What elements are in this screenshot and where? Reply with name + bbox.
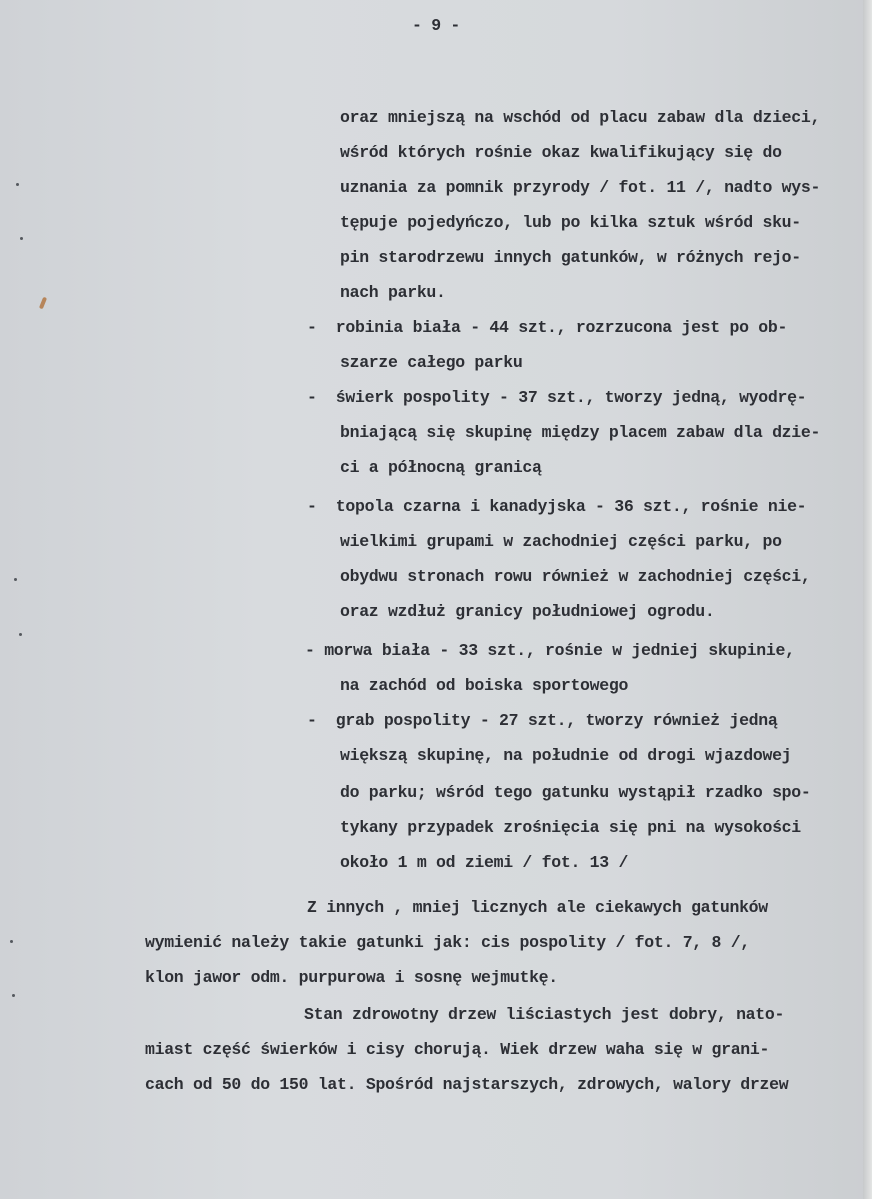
text-line: uznania za pomnik przyrody / fot. 11 /, nadto wys- [340, 178, 821, 197]
page-number: - 9 - [412, 16, 461, 35]
text-line: obydwu stronach rowu również w zachodniej części, [340, 567, 811, 586]
margin-dot [12, 994, 15, 997]
text-line: klon jawor odm. purpurowa i sosnę wejmutkę. [145, 968, 558, 987]
text-line: szarze całego parku [340, 353, 523, 372]
bullet-line: - świerk pospolity - 37 szt., tworzy jedną, wyodrę- [307, 388, 807, 407]
text-line: około 1 m od ziemi / fot. 13 / [340, 853, 629, 872]
text-line: miast część świerków i cisy chorują. Wiek drzew waha się w grani- [145, 1040, 770, 1059]
text-line: większą skupinę, na południe od drogi wjazdowej [340, 746, 792, 765]
paragraph-start: Z innych , mniej licznych ale ciekawych gatunków [307, 898, 768, 917]
margin-dot [20, 237, 23, 240]
text-line: oraz wzdłuż granicy południowej ogrodu. [340, 602, 715, 621]
bullet-line: - robinia biała - 44 szt., rozrzucona jest po ob- [307, 318, 788, 337]
paragraph-start: Stan zdrowotny drzew liściastych jest dobry, nato- [304, 1005, 785, 1024]
text-line: wymienić należy takie gatunki jak: cis pospolity / fot. 7, 8 /, [145, 933, 750, 952]
margin-dot [19, 633, 22, 636]
margin-dot [14, 578, 17, 581]
text-line: tępuje pojedyńczo, lub po kilka sztuk wśród sku- [340, 213, 801, 232]
bullet-line: - topola czarna i kanadyjska - 36 szt., rośnie nie- [307, 497, 807, 516]
text-line: tykany przypadek zrośnięcia się pni na wysokości [340, 818, 801, 837]
paper-edge [863, 0, 872, 1199]
text-line: cach od 50 do 150 lat. Spośród najstarszych, zdrowych, walory drzew [145, 1075, 789, 1094]
text-line: nach parku. [340, 283, 446, 302]
text-line: bniającą się skupinę między placem zabaw dla dzie- [340, 423, 821, 442]
text-line: do parku; wśród tego gatunku wystąpił rzadko spo- [340, 783, 811, 802]
paper-stain [39, 297, 47, 310]
text-line: oraz mniejszą na wschód od placu zabaw dla dzieci, [340, 108, 821, 127]
text-line: wśród których rośnie okaz kwalifikujący się do [340, 143, 782, 162]
text-line: pin starodrzewu innych gatunków, w różnych rejo- [340, 248, 801, 267]
margin-dot [16, 183, 19, 186]
margin-dot [10, 940, 13, 943]
bullet-line: - morwa biała - 33 szt., rośnie w jedniej skupinie, [305, 641, 795, 660]
bullet-line: - grab pospolity - 27 szt., tworzy również jedną [307, 711, 778, 730]
text-line: na zachód od boiska sportowego [340, 676, 629, 695]
text-line: wielkimi grupami w zachodniej części parku, po [340, 532, 782, 551]
text-line: ci a północną granicą [340, 458, 542, 477]
